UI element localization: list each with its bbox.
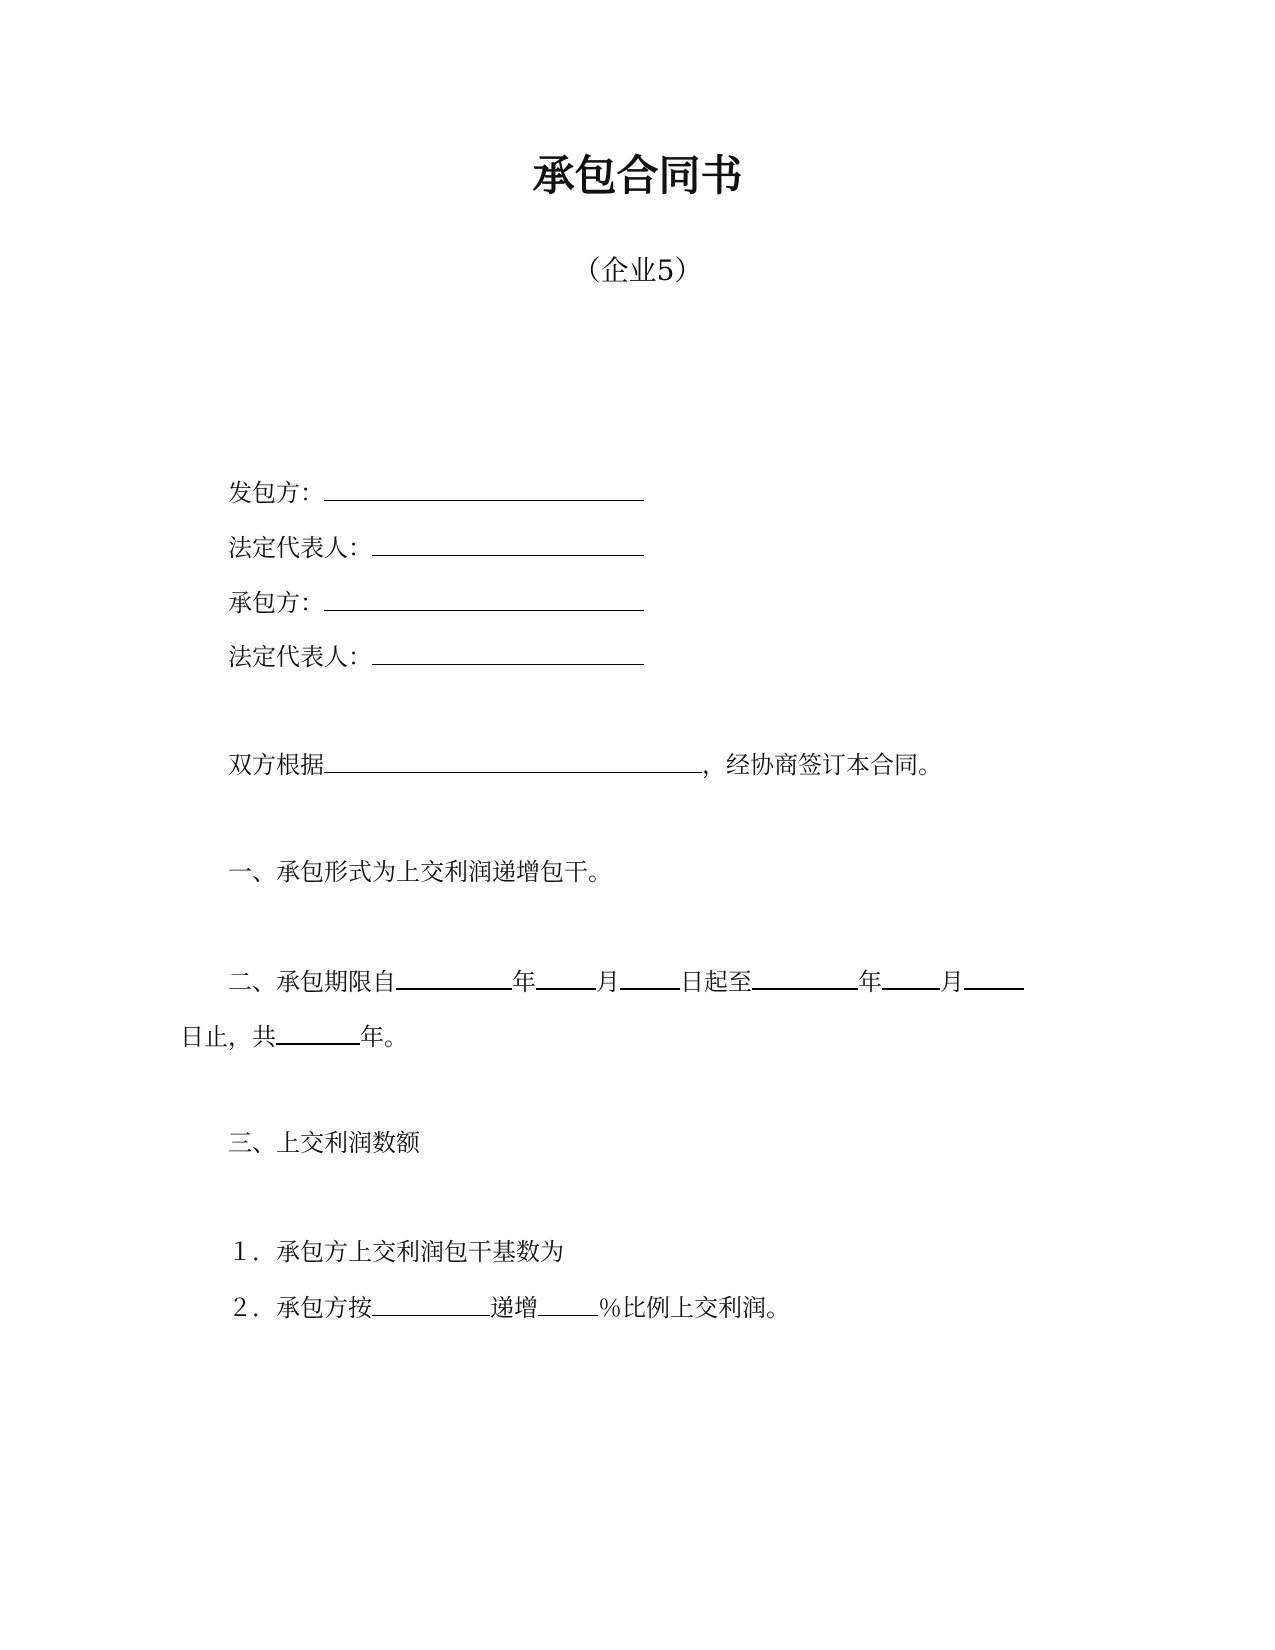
clause-2-line2-prefix: 日止，共 bbox=[180, 1023, 276, 1051]
clause-2-line2-suffix: 年。 bbox=[360, 1023, 408, 1051]
clause-3-heading: 三、上交利润数额 bbox=[228, 1129, 420, 1157]
issuer-rep-row bbox=[228, 535, 644, 560]
end-day-blank[interactable] bbox=[964, 968, 1024, 990]
contractor-label: 承包方： bbox=[228, 589, 324, 617]
start-year-label: 年 bbox=[512, 968, 536, 996]
start-day-blank[interactable] bbox=[620, 968, 680, 990]
issuer-rep-label: 法定代表人： bbox=[228, 534, 372, 562]
end-month-label: 月 bbox=[940, 968, 964, 996]
increment-percent-blank[interactable] bbox=[538, 1295, 598, 1316]
clause-2-row-1 bbox=[228, 968, 1024, 994]
start-month-blank[interactable] bbox=[536, 968, 596, 990]
end-year-label: 年 bbox=[858, 968, 882, 996]
issuer-row bbox=[228, 480, 644, 505]
basis-row bbox=[228, 752, 942, 777]
basis-blank[interactable] bbox=[324, 752, 702, 773]
term-years-blank[interactable] bbox=[276, 1023, 360, 1045]
clause-3-item-1: １．承包方上交利润包干基数为 bbox=[228, 1238, 564, 1266]
document-title: 承包合同书 bbox=[532, 151, 743, 200]
day-from-label: 日起至 bbox=[680, 968, 752, 996]
clause-3-item-2-prefix: ２．承包方按 bbox=[228, 1294, 372, 1322]
start-year-blank[interactable] bbox=[396, 968, 512, 990]
clause-3-item-2-mid: 递增 bbox=[490, 1294, 538, 1322]
document-subtitle: （企业5） bbox=[572, 254, 703, 287]
basis-suffix: ，经协商签订本合同。 bbox=[702, 751, 942, 779]
clause-3-item-2-suffix: ％比例上交利润。 bbox=[598, 1294, 790, 1322]
issuer-rep-blank[interactable] bbox=[372, 535, 644, 556]
start-month-label: 月 bbox=[596, 968, 620, 996]
contractor-rep-row bbox=[228, 644, 644, 669]
clause-2-row-2 bbox=[180, 1023, 408, 1049]
clause-2-prefix: 二、承包期限自 bbox=[228, 968, 396, 996]
contractor-rep-blank[interactable] bbox=[372, 644, 644, 665]
end-month-blank[interactable] bbox=[882, 968, 940, 990]
clause-1: 一、承包形式为上交利润递增包干。 bbox=[228, 858, 612, 886]
basis-prefix: 双方根据 bbox=[228, 751, 324, 779]
end-year-blank[interactable] bbox=[752, 968, 858, 990]
contractor-row bbox=[228, 590, 644, 615]
contractor-rep-label: 法定代表人： bbox=[228, 643, 372, 671]
increment-basis-blank[interactable] bbox=[372, 1295, 490, 1316]
contractor-blank[interactable] bbox=[324, 590, 644, 611]
clause-3-item-2 bbox=[228, 1295, 790, 1320]
issuer-label: 发包方： bbox=[228, 479, 324, 507]
issuer-blank[interactable] bbox=[324, 480, 644, 501]
